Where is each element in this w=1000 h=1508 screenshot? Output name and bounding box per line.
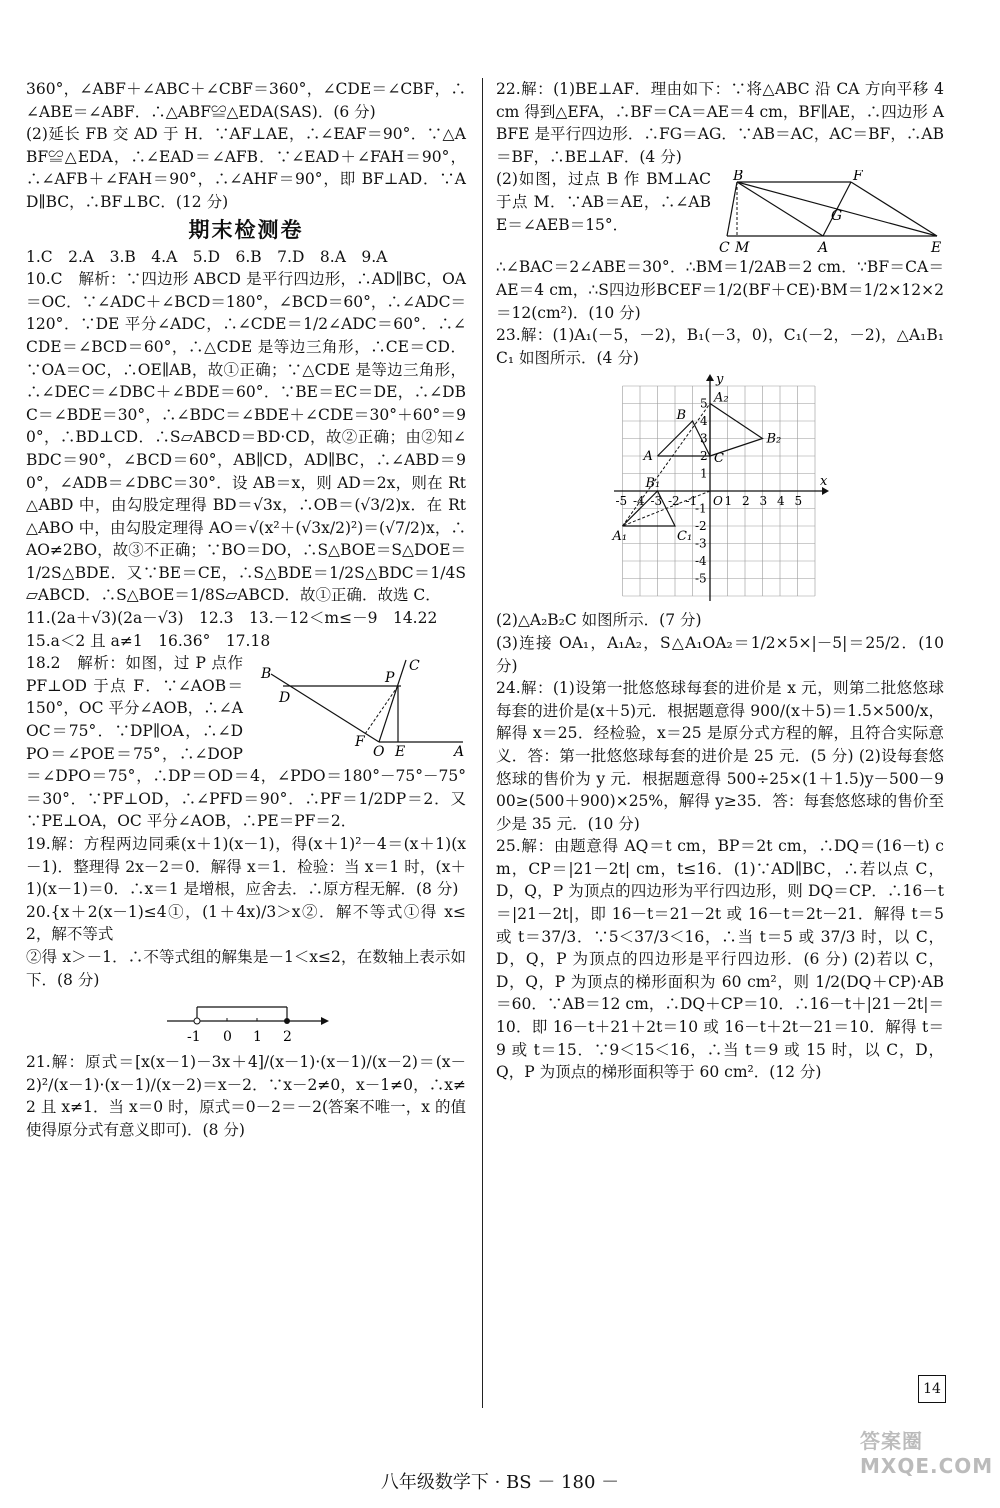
x-tick-label: 4 (777, 494, 785, 509)
number-line-arrow (321, 1017, 329, 1025)
label-p: P (385, 670, 395, 687)
number-line-figure (161, 997, 331, 1047)
triangle-a2b2c (710, 404, 763, 457)
y-axis-label: y (716, 373, 724, 388)
y-tick-label: 1 (700, 466, 708, 481)
seg-ba (737, 182, 823, 236)
q10-solution: 10.C 解析：∵四边形 ABCD 是平行四边形，∴AD∥BC，OA＝OC．∵∠ADC＋∠BCD＝180°，∠BCD＝60°，∴∠ADC＝120°．∵DE 平分∠ADC，∴∠CDE＝1/2∠ADC＝60°．∴∠CDE＝∠BCD＝60°，∴△CDE 是等边三角形，∴CE＝CD．∵OA＝OC，∴OE∥AB，故①正确；∵△CDE 是等边三角形，∴∠DEC＝∠DBC＋∠BDE＝60°．∵BE＝EC＝DE，∴∠DBC＝∠BDE＝30°，∴∠BDC＝∠BDE＋∠CDE＝30°＋60°＝90°，∴BD⊥CD．∴S▱ABCD＝BD·CD，故②正确；由②知∠BDC＝90°，∠BCD＝60°，AB∥CD，AD∥BC，∴∠ABD＝90°，∠ADB＝∠DBC＝30°．设 AB＝x，则 AD＝2x，则在 Rt△ABD 中，由勾股定理得 BD＝√3x，∴OB＝(√3/2)x．在 Rt△ABO 中，由勾股定理得 AO＝√(x²＋(√3x/2)²)＝(√7/2)x，∴AO≠2BO，故③不正确；∵BO＝DO，∴S△BOE＝S△DOE＝1/2S△BDE．又∵BE＝CE，∴S△BDE＝1/2S△BDC＝1/4S▱ABCD．∴S△BOE＝1/8S▱ABCD．故①正确．故选 C． (26, 270, 466, 605)
y-tick-label: 3 (700, 431, 708, 446)
label-a1: A₁ (612, 529, 628, 545)
x-tick-label: 1 (724, 494, 733, 509)
x-tick-label: -3 (650, 494, 663, 509)
label-a2: A₂ (714, 390, 729, 406)
q20-solution-a: 20.{x＋2(x－1)≤4①，(1＋4x)/3＞x②．解不等式①得 x≤2，解不等式 (26, 902, 466, 944)
seg-bc (727, 182, 737, 236)
y-tick-label: -3 (695, 536, 707, 551)
y-tick-label: 4 (700, 414, 708, 429)
origin-label: O (713, 494, 723, 509)
label-c: C (714, 451, 724, 467)
q23-coordinate-figure (610, 373, 830, 605)
x-tick-label: 5 (794, 494, 803, 509)
label-e: E (395, 744, 406, 757)
label-g: G (831, 208, 843, 225)
x-tick-label: -5 (615, 494, 628, 509)
seg-fe (851, 182, 937, 236)
label-o: O (373, 744, 385, 757)
closed-point (284, 1018, 290, 1024)
fill-answers-1: 11.(2a＋√3)(2a－√3) 12.3 13.－12＜m≤－9 14.22 (26, 609, 438, 628)
page-footer: 八年级数学下 · BS － 180 － (380, 1472, 620, 1493)
line-pf (365, 686, 398, 734)
q23-part1: 23.解：(1)A₁(－5，－2)，B₁(－3，0)，C₁(－2，－2)，△A₁B₁C₁ 如图所示．(4 分) (496, 326, 944, 367)
q23-part2: (2)△A₂B₂C 如图所示．(7 分) (496, 611, 702, 630)
label-f: F (853, 170, 863, 185)
q20-solution-b: ②得 x＞－1．∴不等式组的解集是－1＜x≤2，在数轴上表示如下．(8 分) (26, 947, 466, 989)
q25-solution: 25.解：由题意得 AQ＝t cm，BP＝2t cm，∴DQ＝(16－t) cm，CP＝|21－2t| cm，t≤16．(1)∵AD∥BC，∴若以点 C，D，Q，P 为顶点的四边形为平行四边形，则 DQ＝CP．∴16－t＝|21－2t|，即 16－t＝21－2t 或 16－t＝2t－21．解得 t＝5 或 t＝37/3．∵5＜37/3＜16，∴当 t＝5 或 37/3 时，以 C，D，Q，P 为顶点的四边形是平行四边形．(6 分) (2)若以 C，D，Q，P 为顶点的梯形面积为 60 cm²，则 1/2(DQ＋CP)·AB＝60．∵AB＝12 cm，∴DQ＋CP＝10．∴16－t＋|21－2t|＝10．即 16－t＋21＋2t＝10 或 16－t＋2t－21＝10．解得 t＝9 或 t＝15．∵9＜15＜16，∴当 t＝9 或 15 时，以 C，D，Q，P 为顶点的梯形面积等于 60 cm²．(12 分) (496, 837, 944, 1082)
open-point (194, 1018, 200, 1024)
y-tick-label: -2 (695, 519, 707, 534)
q22-part2: (2)如图，过点 B 作 BM⊥AC 于点 M．∵AB＝AE，∴∠ABE＝∠AEB＝15°． (496, 170, 711, 234)
q18-solution: 18.2 解析：如图，过 P 点作 PF⊥OD 于点 F．∵∠AOB＝150°，OC 平分∠AOB，∴∠AOC＝75°．∵DP∥OA，∴∠DPO＝∠POE＝75°，∴∠DOP＝∠DPO＝75°，∴DP＝OD＝4，∠PDO＝180°－75°－75°＝30°．∵PF⊥OD，∴∠PFD＝90°．∴PF＝1/2DP＝2．又∵PE⊥OA，OC 平分∠AOB，∴PE＝PF＝2． (26, 654, 466, 831)
q22-figure (719, 170, 944, 254)
line-ob (271, 674, 379, 742)
x-tick-label: -1 (685, 494, 698, 509)
q18-figure (251, 656, 466, 756)
y-tick-label: 2 (700, 449, 708, 464)
label-f: F (355, 734, 365, 751)
page-badge: 14 (918, 1375, 946, 1403)
q22-part1: 22.解：(1)BE⊥AF．理由如下：∵将△ABC 沿 CA 方向平移 4 cm 得到△EFA，∴BF＝CA＝AE＝4 cm，BF∥AE，∴四边形 ABFE 是平行四边形．∴FG＝AG．∵AB＝AC，AC＝BF，∴AB＝BF，∴BE⊥AF．(4 分) (496, 80, 944, 166)
numline-label-0: 0 (223, 1029, 232, 1046)
label-a: A (643, 449, 653, 465)
y-tick-label: 5 (700, 396, 708, 411)
label-c1: C₁ (677, 529, 693, 545)
y-tick-label: -1 (695, 501, 707, 516)
choice-answers: 1.C 2.A 3.B 4.A 5.D 6.B 7.D 8.A 9.A (26, 247, 388, 266)
numline-label-m1: -1 (187, 1029, 201, 1046)
fill-answers-2: 15.a＜2 且 a≠1 16.36° 17.18 (26, 631, 271, 650)
q21-solution: 21.解：原式＝[x(x－1)－3x＋4]/(x－1)·(x－1)/(x－2)＝(x－2)²/(x－1)·(x－1)/(x－2)＝x－2．∵x－2≠0，x－1≠0，∴x≠2 且 x≠1．当 x＝0 时，原式＝0－2＝－2(答案不唯一，x 的值使得原分式有意义即可)．(8 分) (26, 1053, 466, 1139)
x-tick-label: 2 (742, 494, 750, 509)
left-p1: 360°，∠ABF＋∠ABC＋∠CBF＝360°，∠CDE＝∠CBF，∴∠ABE＝∠ABF．∴△ABF≌△EDA(SAS)．(6 分) (26, 80, 466, 121)
x-tick-label: -4 (633, 494, 645, 509)
y-tick-label: -5 (695, 571, 707, 586)
label-b: B (733, 170, 744, 185)
q24-solution: 24.解：(1)设第一批悠悠球每套的进价是 x 元，则第二批悠悠球每套的进价是(x＋5)元．根据题意得 900/(x＋5)＝1.5×500/x，解得 x＝25．经检验，x＝25 是原分式方程的解，且符合实际意义．答：第一批悠悠球每套的进价是 25 元．(5 分) (2)设每套悠悠球的售价为 y 元．根据题意得 500÷25×(1＋1.5)y－500－900≥(500＋900)×25%，解得 y≥35．答：每套悠悠球的售价至少是 35 元．(10 分) (496, 679, 944, 833)
x-axis-label: x (820, 474, 828, 490)
left-p2: (2)延长 FB 交 AD 于 H．∵AF⊥AE，∴∠EAF＝90°．∵△ABF≌△EDA，∴∠EAD＝∠AFB．∵∠EAD＋∠FAH＝90°，∴∠AFB＋∠FAH＝90°，∴∠AHF＝90°，即 BF⊥AD．∵AD∥BC，∴BF⊥BC．(12 分) (26, 125, 466, 211)
label-m: M (735, 240, 750, 255)
label-b: B (676, 408, 687, 424)
label-a: A (818, 240, 829, 255)
label-c: C (409, 658, 420, 675)
section-title: 期末检测卷 (188, 217, 304, 242)
y-tick-label: -4 (695, 554, 707, 569)
left-column (26, 78, 466, 1142)
watermark-logo: 答案圈 MXQE.COM (860, 1429, 994, 1478)
column-divider (482, 78, 483, 1408)
right-column (496, 78, 944, 1084)
q22-part3: ∴∠BAC＝2∠ABE＝30°．∴BM＝1/2AB＝2 cm．∵BF＝CA＝AE＝4 cm，∴S四边形BCEF＝1/2(BF＋CE)·BM＝1/2×12×2＝12(cm²)．(10 分) (496, 258, 944, 322)
q23-part3: (3)连接 OA₁，A₁A₂，S△A₁OA₂＝1/2×5×|－5|＝25/2．(10 分) (496, 633, 944, 675)
label-e: E (931, 240, 942, 255)
numline-label-2: 2 (283, 1029, 292, 1046)
label-a: A (454, 744, 465, 757)
y-axis-arrow (706, 374, 714, 381)
label-b2: B₂ (766, 431, 782, 447)
q19-solution: 19.解：方程两边同乘(x＋1)(x－1)，得(x＋1)²－4＝(x＋1)(x－1)．整理得 2x－2＝0．解得 x＝1．检验：当 x＝1 时，(x＋1)(x－1)＝0．∴x＝1 是增根，应舍去．∴原方程无解．(8 分) (26, 835, 466, 899)
label-b: B (261, 666, 272, 683)
x-tick-label: 3 (759, 494, 768, 509)
label-d: D (279, 690, 291, 707)
label-b1: B₁ (645, 476, 661, 492)
label-c: C (719, 240, 730, 255)
x-tick-label: -2 (668, 494, 680, 509)
numline-label-1: 1 (253, 1029, 262, 1046)
